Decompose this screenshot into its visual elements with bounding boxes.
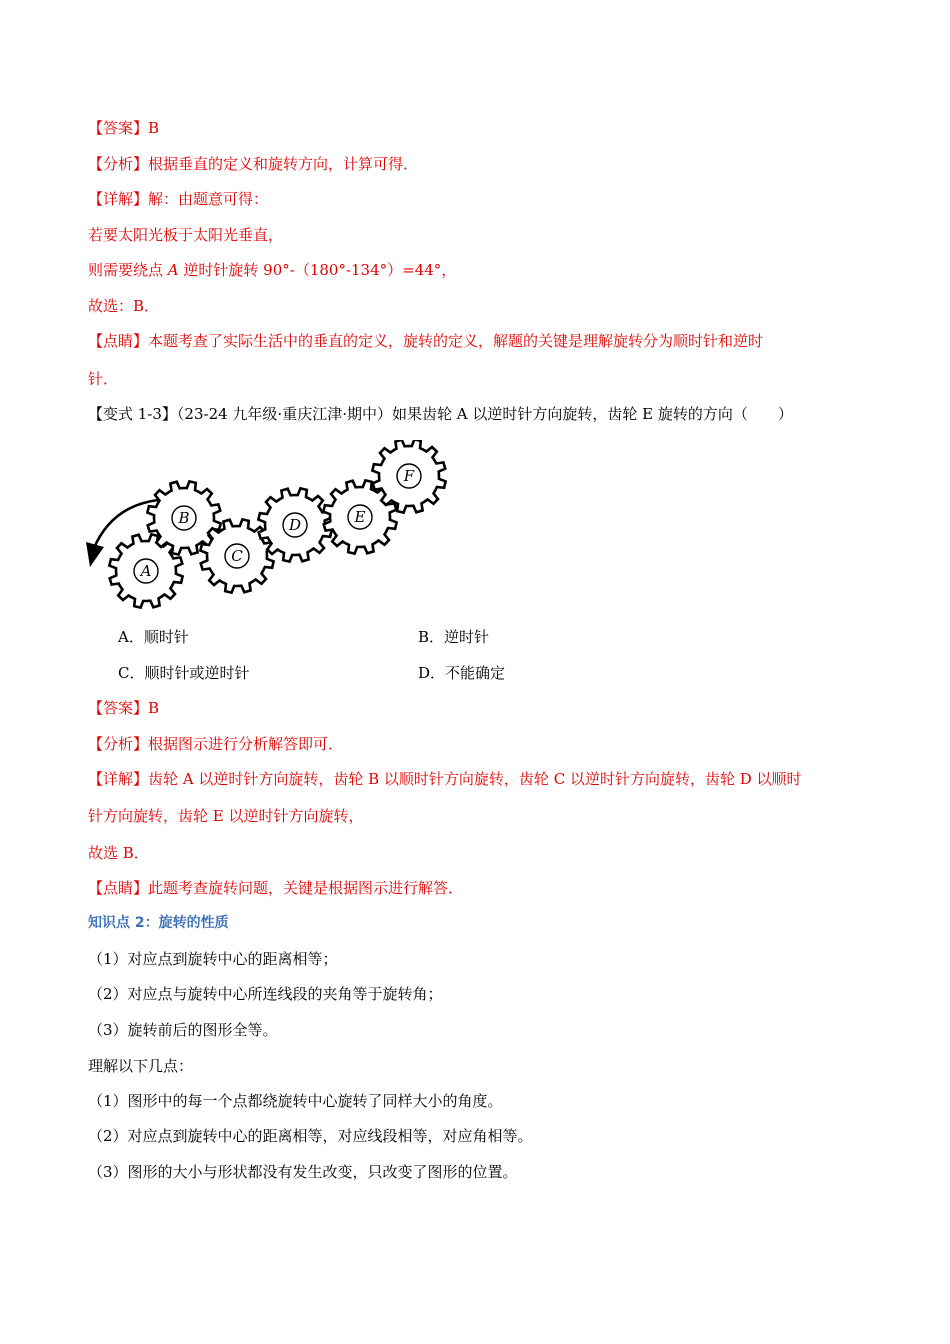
- detail-line-3: 故选：B．: [88, 297, 160, 315]
- understand-2: （2）对应点到旋转中心的距离相等，对应线段相等，对应角相等。: [88, 1127, 533, 1145]
- analysis-line-2: 【分析】根据图示进行分析解答即可．: [88, 735, 344, 753]
- detail-line-2-2: 针方向旋转，齿轮 E 以逆时针方向旋转，: [88, 807, 364, 825]
- gear-label-a: A: [140, 562, 152, 580]
- gear-label-f: F: [403, 467, 415, 485]
- comment-line-2: 针．: [88, 370, 119, 388]
- detail-label: 【详解】解：由题意可得：: [88, 190, 269, 208]
- property-1: （1）对应点到旋转中心的距离相等；: [88, 950, 338, 968]
- knowledge-heading: 知识点 2：旋转的性质: [88, 915, 229, 931]
- point-a: A: [167, 261, 179, 279]
- gear-label-b: B: [178, 509, 190, 527]
- analysis-line: 【分析】根据垂直的定义和旋转方向，计算可得．: [88, 155, 419, 173]
- detail-line-2: [88, 260, 456, 280]
- understand-3: （3）图形的大小与形状都没有发生改变，只改变了图形的位置。: [88, 1163, 518, 1181]
- gear-f: [372, 440, 445, 513]
- comment-line-3: 【点睛】此题考查旋转问题，关键是根据图示进行解答．: [88, 879, 464, 897]
- detail-line-2-suffix: 逆时针旋转 90°-（180°-134°）=44°，: [178, 261, 457, 279]
- arrow-head-icon: [86, 542, 104, 567]
- option-a: A．顺时针: [118, 628, 189, 646]
- option-b: B．逆时针: [418, 628, 490, 646]
- answer-line-2: 【答案】B: [88, 699, 160, 717]
- understand-1: （1）图形中的每一个点都绕旋转中心旋转了同样大小的角度。: [88, 1092, 503, 1110]
- gear-label-d: D: [288, 516, 302, 534]
- detail-line-1: 若要太阳光板于太阳光垂直，: [88, 226, 284, 244]
- property-3: （3）旋转前后的图形全等。: [88, 1021, 278, 1039]
- gear-label-c: C: [231, 547, 243, 565]
- detail-line-2-1: 【详解】齿轮 A 以逆时针方向旋转，齿轮 B 以顺时针方向旋转，齿轮 C 以逆时针方向旋转，齿轮 D 以顺时: [88, 770, 802, 788]
- understand-label: 理解以下几点：: [88, 1057, 194, 1075]
- detail-line-2-prefix: 则需要绕点: [88, 261, 168, 279]
- property-2: （2）对应点与旋转中心所连线段的夹角等于旋转角；: [88, 985, 443, 1003]
- option-d: D．不能确定: [418, 664, 506, 682]
- comment-line-1: 【点睛】本题考查了实际生活中的垂直的定义，旋转的定义，解题的关键是理解旋转分为顺时针和逆时: [88, 332, 764, 350]
- answer-line: 【答案】B: [88, 119, 160, 137]
- gears-figure: [82, 440, 462, 610]
- gear-d: [258, 488, 331, 561]
- question-title: 【变式 1-3】（23-24 九年级·重庆江津·期中）如果齿轮 A 以逆时针方向旋转，齿轮 E 旋转的方向（ ）: [88, 405, 793, 423]
- option-c: C．顺时针或逆时针: [118, 664, 250, 682]
- detail-line-2-3: 故选 B．: [88, 844, 149, 862]
- gear-label-e: E: [354, 508, 366, 526]
